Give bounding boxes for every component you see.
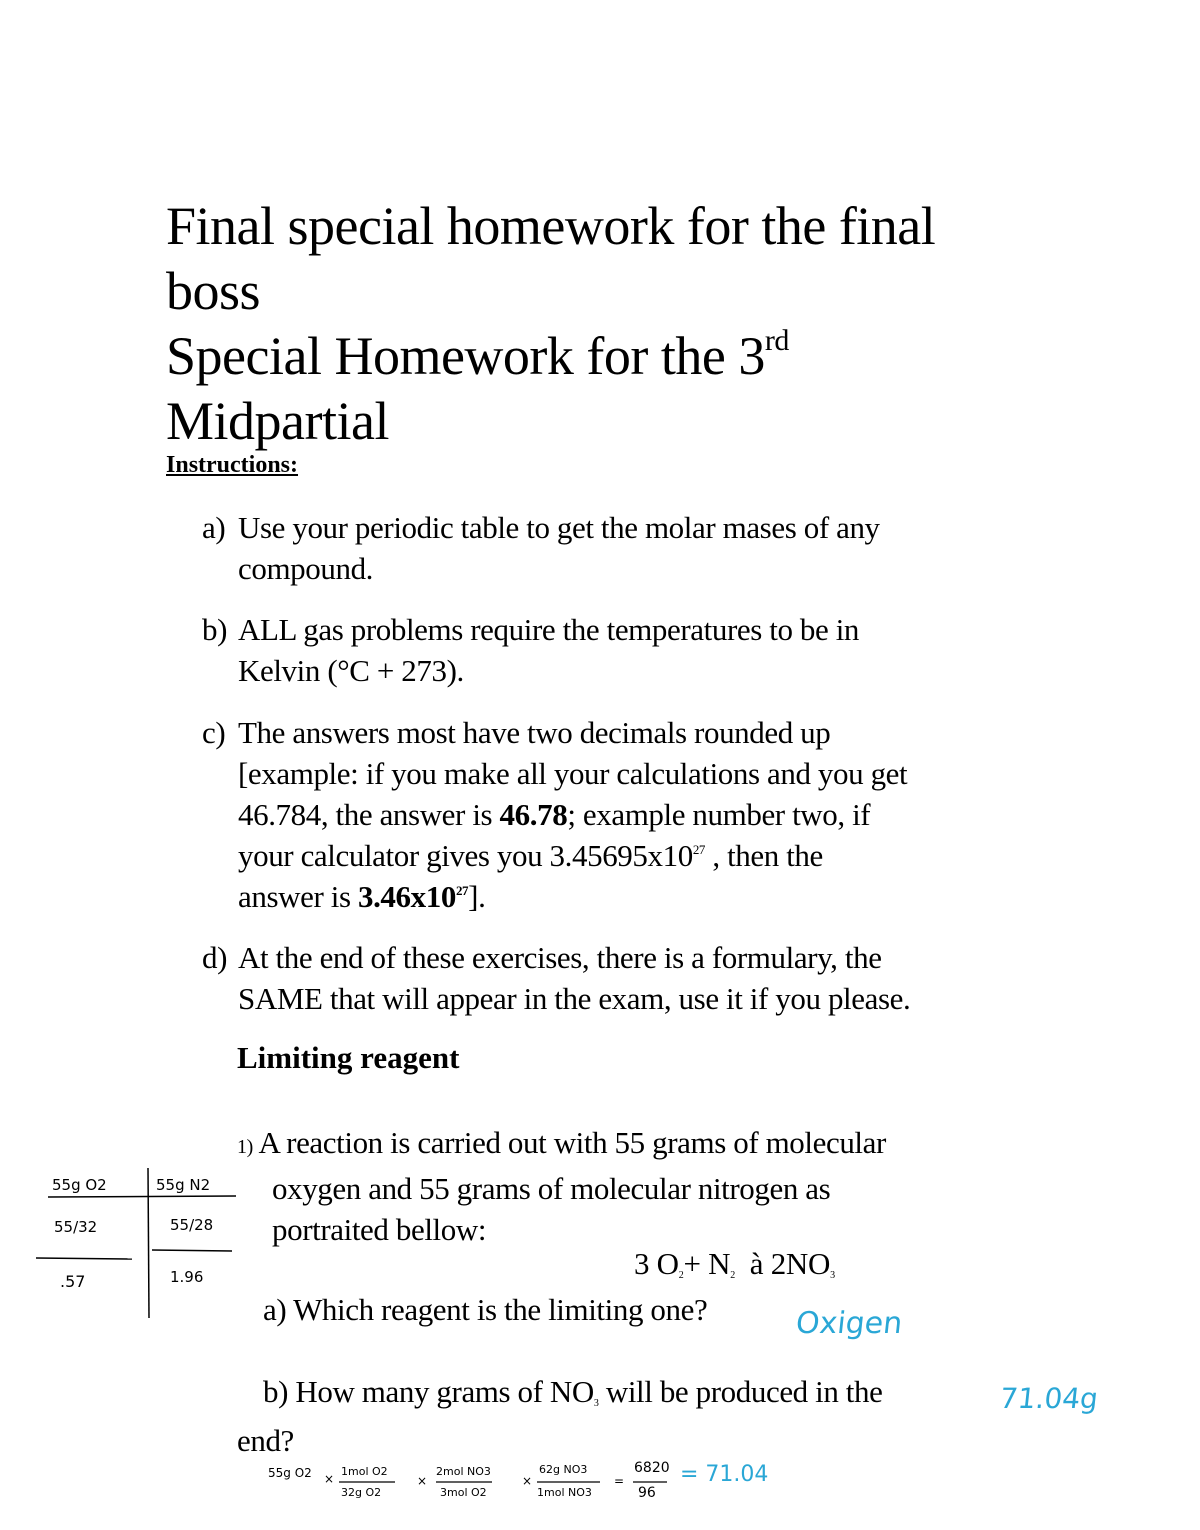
title-line-2: boss	[166, 261, 261, 321]
calc-equals-sign: =	[614, 1474, 625, 1488]
calc-factor2-numerator: 2mol NO3	[436, 1465, 491, 1478]
calc-start: 55g O2	[268, 1466, 312, 1480]
table-cell-o2-moles: .57	[60, 1272, 86, 1291]
calc-result: = 71.04	[680, 1462, 769, 1487]
calc-product-denominator: 96	[638, 1485, 656, 1501]
title-line-3: Special Homework for the 3rd	[166, 324, 789, 386]
calc-factor3-numerator: 62g NO3	[539, 1463, 588, 1476]
title-line-4: Midpartial	[166, 391, 389, 451]
chemical-equation: 3 $O_2+ N_2$ à $2NO_3$	[634, 1246, 835, 1281]
calc-multiply-sign: ×	[522, 1474, 533, 1488]
instruction-a: a) Use your periodic table to get the molar mases of any compound.	[202, 507, 1052, 589]
table-cell-n2-moles: 1.96	[170, 1268, 204, 1286]
instruction-marker: c)	[202, 715, 226, 750]
problem-1: 1) A reaction is carried out with 55 grams of molecular oxygen and 55 grams of molecular nitrogen as portraited bellow:	[237, 1125, 886, 1247]
calc-multiply-sign: ×	[324, 1472, 335, 1486]
calc-factor2-denominator: 3mol O2	[440, 1486, 487, 1499]
instruction-b: b) ALL gas problems require the temperatures to be in Kelvin (°C + 273).	[202, 609, 1052, 691]
instruction-marker: b)	[202, 612, 228, 647]
instruction-marker: d)	[202, 940, 228, 975]
calc-factor1-denominator: 32g O2	[341, 1486, 382, 1499]
problem-number: 1)	[237, 1136, 253, 1158]
question-b: b) How many grams of $NO_3$ will be produced in the	[263, 1374, 883, 1409]
table-header-nitrogen: 55g N2	[156, 1176, 211, 1194]
handwritten-answer-b: 71.04g	[998, 1382, 1100, 1415]
calc-factor1-numerator: 1mol O2	[341, 1465, 388, 1478]
handwritten-answer-a: Oxigen	[794, 1306, 905, 1341]
calc-product-numerator: 6820	[634, 1460, 670, 1476]
instruction-d: d) At the end of these exercises, there is a formulary, the SAME that will appear in the exam, use it if you please.	[202, 937, 1052, 1019]
instruction-c: c) The answers most have two decimals rounded up [example: if you make all your calculations and you get 46.784, the answer is 46.78; example number two, if your calculator gives you $3.45695x10^{27}$ , then the answer is $3.46x10^{27}$].	[202, 712, 1052, 917]
table-cell-o2-division: 55/32	[54, 1218, 98, 1236]
question-b-end: end?	[237, 1423, 294, 1458]
table-header-oxygen: 55g O2	[52, 1176, 107, 1194]
table-cell-n2-division: 55/28	[170, 1216, 214, 1234]
calc-multiply-sign: ×	[417, 1474, 428, 1488]
calc-factor3-denominator: 1mol NO3	[537, 1486, 592, 1499]
question-a: a) Which reagent is the limiting one?	[263, 1292, 708, 1327]
instructions-heading: Instructions:	[166, 452, 299, 478]
instruction-marker: a)	[202, 510, 226, 545]
section-heading-limiting-reagent: Limiting reagent	[237, 1040, 460, 1075]
title-line-1: Final special homework for the final	[166, 196, 936, 256]
